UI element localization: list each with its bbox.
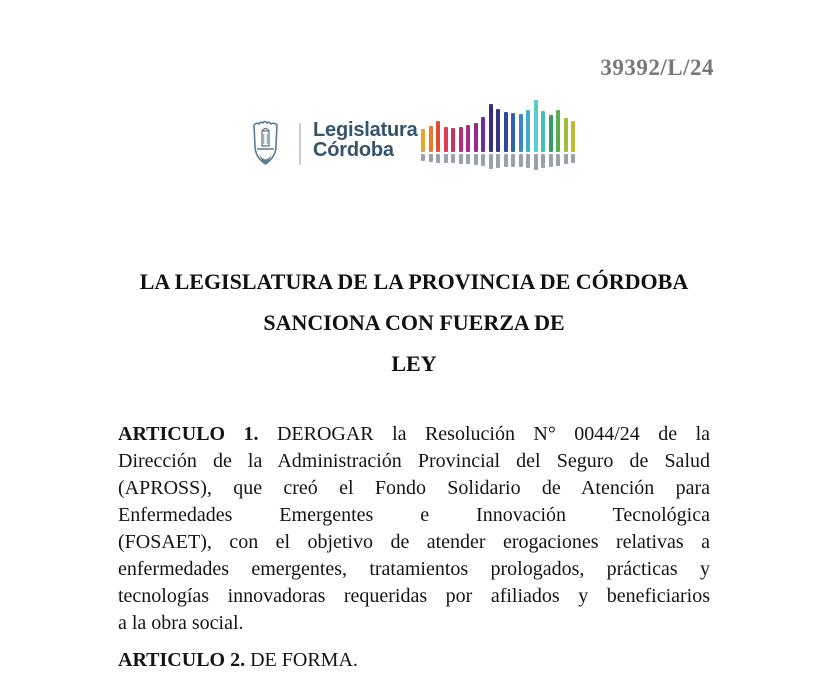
title-line-1: LA LEGISLATURA DE LA PROVINCIA DE CÓRDOBA — [139, 269, 689, 294]
wordmark-line-1: Legislatura — [313, 119, 418, 141]
logo-bar — [541, 95, 545, 168]
article-1-line: (APROSS), que creó el Fondo Solidario de Atención para — [118, 477, 710, 499]
article-2-line — [118, 647, 710, 674]
crest-shield-icon — [250, 118, 281, 169]
article-1-text: DEROGAR la Resolución N° 0044/24 de la — [258, 423, 710, 445]
logo-bar — [549, 95, 553, 167]
document-title — [0, 261, 828, 384]
article-2-text: DE FORMA. — [245, 649, 358, 671]
logo-bar — [526, 95, 530, 168]
article-1-label: ARTICULO 1. — [118, 423, 259, 445]
logo-bar — [534, 95, 538, 170]
logo-bar — [429, 95, 433, 162]
logo-bars-graphic — [421, 95, 579, 170]
expedient-number: 39392/L/24 — [600, 55, 714, 80]
article-1-line: tecnologías innovadoras requeridas por afiliados y beneficiarios — [118, 585, 710, 607]
logo-bar — [451, 95, 455, 163]
logo-bar — [504, 95, 508, 167]
article-2-label: ARTICULO 2. — [118, 649, 246, 671]
logo-bar — [489, 95, 493, 169]
logo-bar — [556, 95, 560, 166]
article-1-line: Dirección de la Administración Provincial del Seguro de Salud — [118, 450, 710, 472]
logo-bar — [444, 95, 448, 163]
logo-bar — [519, 95, 523, 167]
logo-wordmark — [313, 120, 418, 160]
logo-bar — [564, 95, 568, 164]
logo-bar — [496, 95, 500, 168]
logo-bar — [571, 95, 575, 163]
article-1-line: Enfermedades Emergentes e Innovación Tecnológica — [118, 504, 710, 526]
article-1-line: (FOSAET), con el objetivo de atender erogaciones relativas a — [118, 531, 710, 553]
logo-divider — [299, 123, 301, 165]
title-line-2: SANCIONA CON FUERZA DE — [263, 310, 565, 335]
article-1-line — [118, 421, 710, 448]
logo-bar — [511, 95, 515, 167]
logo-bar — [466, 95, 470, 164]
logo-bar — [481, 95, 485, 166]
logo-bar — [436, 95, 440, 163]
article-1-line: a la obra social. — [118, 612, 244, 634]
logo-bar — [474, 95, 478, 165]
document-body — [118, 421, 710, 674]
logo-bar — [421, 95, 425, 161]
logo-bar — [459, 95, 463, 164]
wordmark-line-2: Córdoba — [313, 139, 394, 161]
article-1-line: enfermedades emergentes, tratamientos prologados, prácticas y — [118, 558, 710, 580]
title-line-3: LEY — [391, 351, 437, 376]
